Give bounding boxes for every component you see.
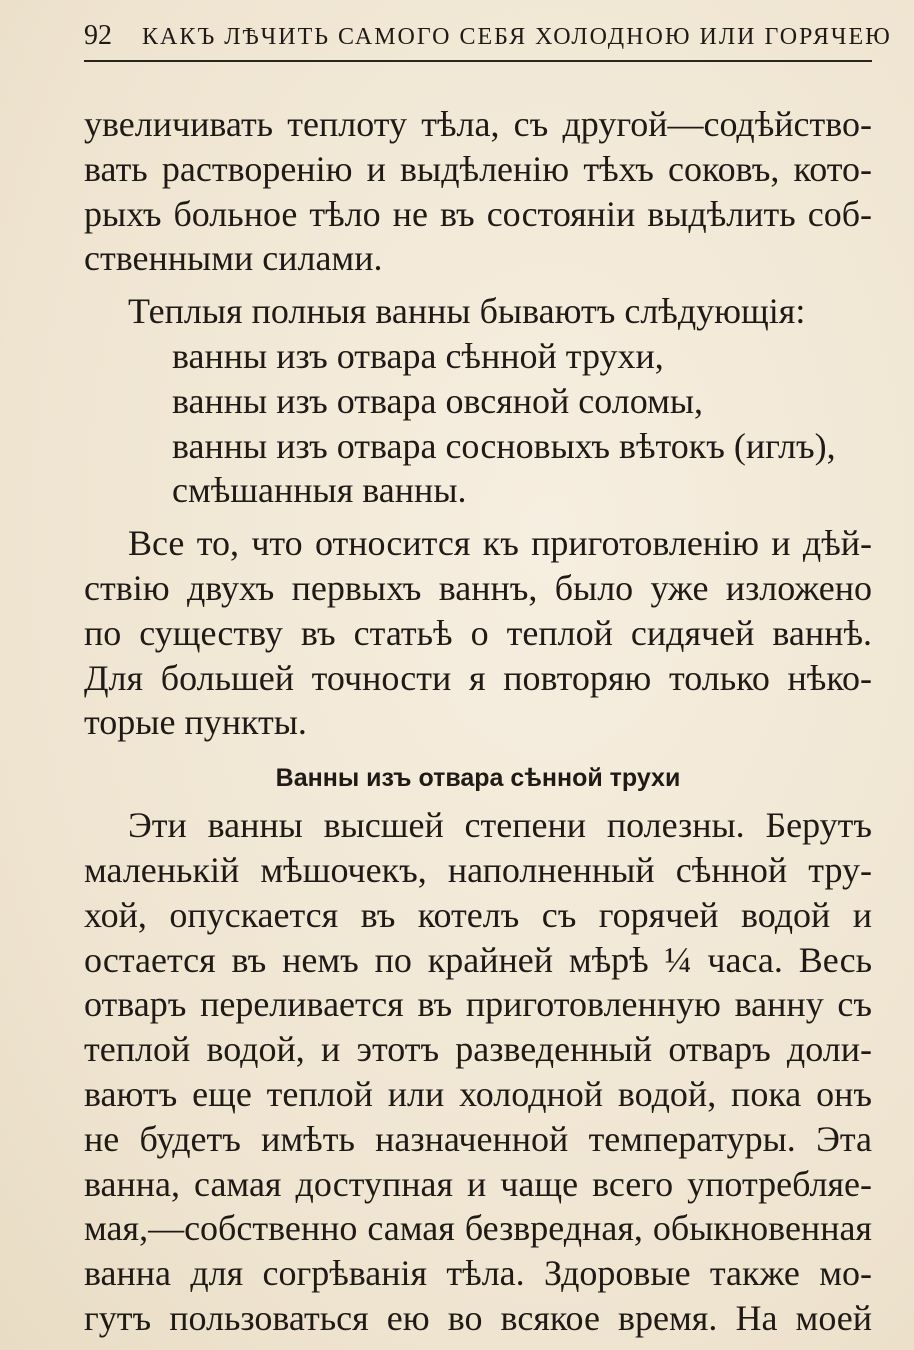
list-item: ванны изъ отвара овсяной соломы, — [172, 380, 704, 421]
paragraph-continuation — [84, 102, 872, 281]
list-item: ванны изъ отвара сѣнной трухи, — [172, 335, 664, 376]
text-line: Эти ванны высшей степени полезны. Берутъ — [128, 805, 872, 846]
section-heading: Ванны изъ отвара сѣнной трухи — [275, 764, 681, 793]
running-head — [84, 20, 892, 62]
intro-line: Теплыя полныя ванны бываютъ слѣдующія: — [128, 291, 806, 332]
text-line: не будетъ имѣть назначенной температуры. Эта — [84, 1118, 872, 1159]
text-line: ванна для согрѣванія тѣла. Здоровые также мо- — [84, 1253, 872, 1294]
text-line: по существу въ статьѣ о теплой сидячей ваннѣ. — [84, 612, 872, 653]
text-line: гутъ пользоваться ею во всякое время. На моей — [84, 1297, 872, 1338]
text-line: вать растворенію и выдѣленію тѣхъ соковъ, кото- — [84, 148, 872, 189]
paragraph-preparation — [84, 521, 872, 745]
text-line: увеличивать теплоту тѣла, съ другой—содѣйство- — [84, 104, 872, 144]
text-line: отваръ переливается въ приготовленную ванну съ — [84, 984, 872, 1025]
text-line: теплой водой, и этотъ разведенный отваръ доли- — [84, 1029, 872, 1070]
text-line: Для большей точности я повторяю только нѣко- — [84, 657, 872, 698]
text-line: Все то, что относится къ приготовленію и дѣй- — [128, 523, 872, 564]
text-line: ваютъ еще теплой или холодной водой, пока онъ — [84, 1073, 872, 1114]
text-line: ственными силами. — [84, 238, 383, 279]
text-line: ствію двухъ первыхъ ваннъ, было уже изложено — [84, 567, 872, 608]
text-line: остается въ немъ по крайней мѣрѣ ¼ часа. Весь — [84, 939, 872, 980]
text-line: маленькій мѣшочекъ, наполненный сѣнной тру- — [84, 849, 872, 890]
text-line: торые пункты. — [84, 702, 307, 743]
running-title: КАКЪ ЛѢЧИТЬ САМОГО СЕБЯ ХОЛОДНОЮ ИЛИ ГОРЯЧЕЮ — [142, 24, 892, 50]
bath-types-block — [84, 289, 872, 513]
paragraph-hay-bath — [84, 803, 872, 1341]
list-item: смѣшанныя ванны. — [172, 470, 467, 511]
text-line: мая,—собственно самая безвредная, обыкновенная — [84, 1208, 872, 1249]
page-number: 92 — [84, 20, 112, 51]
list-item: ванны изъ отвара сосновыхъ вѣтокъ (иглъ), — [172, 425, 836, 466]
text-line: хой, опускается въ котелъ съ горячей водой и — [84, 894, 872, 935]
text-line: ванна, самая доступная и чаще всего употребляе- — [84, 1163, 872, 1204]
text-line: рыхъ больное тѣло не въ состояніи выдѣлить соб- — [84, 193, 872, 234]
